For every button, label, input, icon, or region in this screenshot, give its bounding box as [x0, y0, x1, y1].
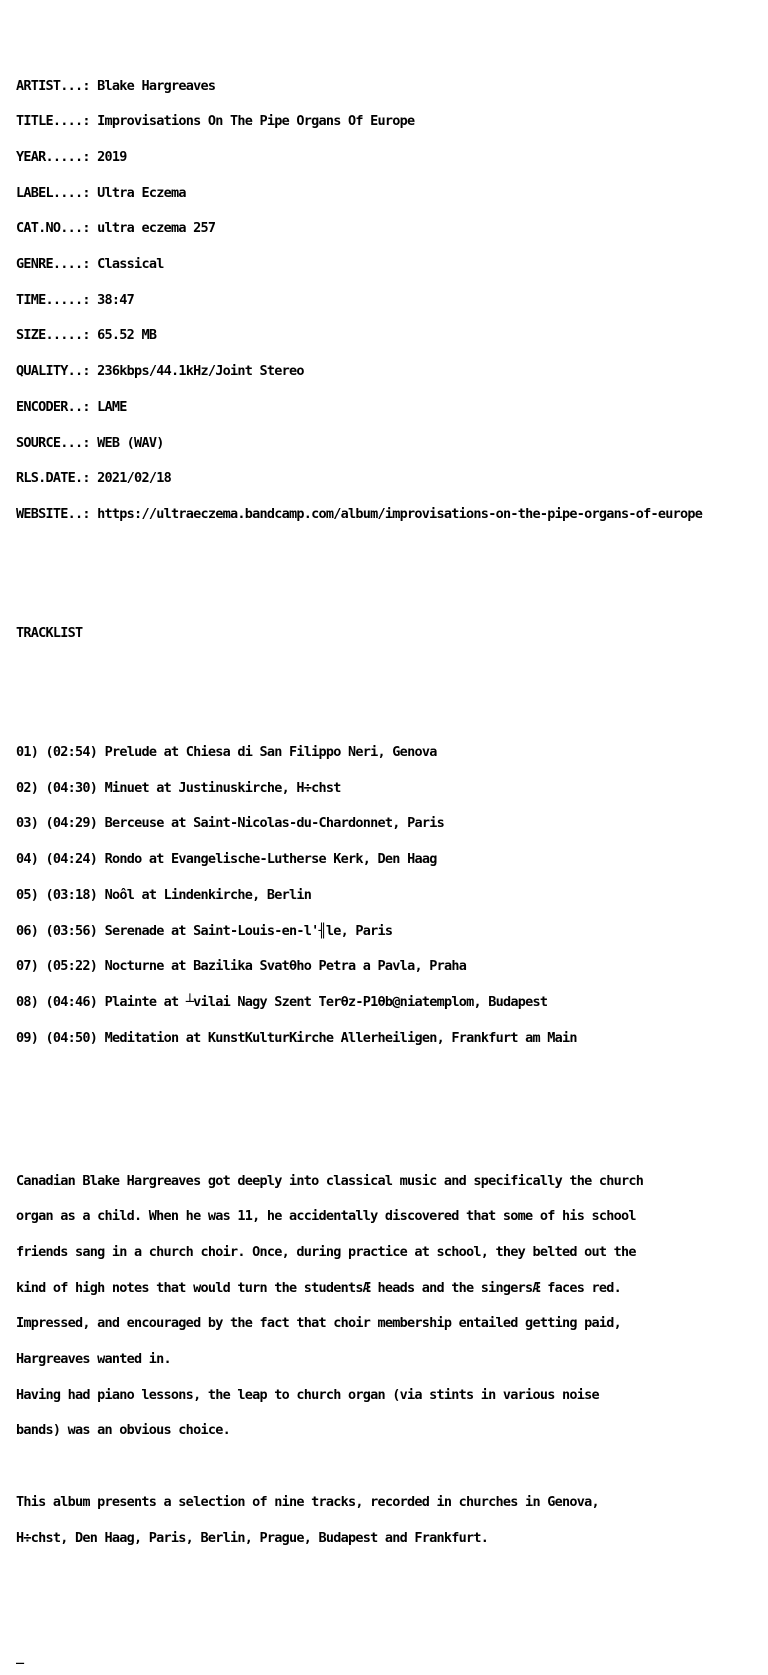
info-value: LAME	[97, 398, 127, 415]
info-label: ARTIST...:	[16, 77, 90, 94]
track-number: 03)	[16, 815, 39, 832]
info-label: GENRE....:	[16, 256, 90, 273]
track-title: Berceuse at Saint-Nicolas-du-Chardonnet, Paris	[104, 815, 444, 832]
track-row	[16, 993, 764, 1010]
tracklist	[16, 723, 764, 1068]
track-time: (04:30)	[45, 779, 98, 796]
description-line: organ as a child. When he was 11, he accidentally discovered that some of his school	[16, 1208, 636, 1225]
info-value: 65.52 MB	[97, 327, 157, 344]
info-line-quality	[16, 363, 764, 380]
track-time: (03:56)	[45, 922, 98, 939]
track-title: Serenade at Saint-Louis-en-l'╢le, Paris	[104, 922, 393, 939]
track-title: Rondo at Evangelische-Lutherse Kerk, Den Haag	[104, 851, 437, 868]
track-title: Prelude at Chiesa di San Filippo Neri, Genova	[104, 744, 437, 761]
info-label: SIZE.....:	[16, 327, 90, 344]
info-label: YEAR.....:	[16, 148, 90, 165]
track-time: (04:50)	[45, 1029, 98, 1046]
info-value: 236kbps/44.1kHz/Joint Stereo	[97, 363, 304, 380]
track-title: Minuet at Justinuskirche, H÷chst	[104, 779, 341, 796]
blank-line	[16, 676, 764, 688]
track-number: 02)	[16, 779, 39, 796]
track-time: (05:22)	[45, 958, 98, 975]
track-row	[16, 886, 764, 903]
info-value: 2021/02/18	[97, 470, 171, 487]
track-row	[16, 744, 764, 761]
info-label: CAT.NO...:	[16, 220, 90, 237]
info-line-title	[16, 113, 764, 130]
track-number: 05)	[16, 886, 39, 903]
text-cursor: _	[16, 1648, 24, 1665]
info-label: SOURCE...:	[16, 434, 90, 451]
track-row	[16, 922, 764, 939]
nfo-text-viewer	[16, 21, 764, 1675]
description-line: friends sang in a church choir. Once, during practice at school, they belted out the	[16, 1243, 636, 1260]
info-line-label	[16, 184, 764, 201]
track-row	[16, 851, 764, 868]
description-line: Impressed, and encouraged by the fact that choir membership entailed getting paid,	[16, 1315, 621, 1332]
track-row	[16, 1029, 764, 1046]
blank-line	[16, 1604, 764, 1616]
track-number: 08)	[16, 993, 39, 1010]
track-title: Plainte at ┴vilai Nagy Szent Terθz-P1θb@niatemplom, Budapest	[104, 993, 548, 1010]
info-value: Improvisations On The Pipe Organs Of Europe	[97, 113, 415, 130]
info-line-size	[16, 327, 764, 344]
release-info-block	[16, 57, 764, 545]
info-label: LABEL....:	[16, 184, 90, 201]
info-line-rlsdate	[16, 470, 764, 487]
info-value: WEB (WAV)	[97, 434, 164, 451]
info-label: TIME.....:	[16, 291, 90, 308]
description-line: H÷chst, Den Haag, Paris, Berlin, Prague, Budapest and Frankfurt.	[16, 1529, 489, 1546]
description-line: Having had piano lessons, the leap to church organ (via stints in various noise	[16, 1386, 599, 1403]
description-line	[16, 1461, 764, 1473]
info-line-time	[16, 291, 764, 308]
description-line: kind of high notes that would turn the studentsÆ heads and the singersÆ faces red.	[16, 1279, 621, 1296]
track-row	[16, 958, 764, 975]
description-line: bands) was an obvious choice.	[16, 1422, 230, 1439]
track-time: (04:46)	[45, 993, 98, 1010]
info-label: TITLE....:	[16, 113, 90, 130]
description-line: Canadian Blake Hargreaves got deeply into classical music and specifically the church	[16, 1172, 644, 1189]
info-line-encoder	[16, 398, 764, 415]
track-time: (04:29)	[45, 815, 98, 832]
blank-line	[16, 580, 764, 592]
tracklist-heading: TRACKLIST	[16, 625, 83, 641]
blank-line	[16, 1104, 764, 1116]
track-number: 04)	[16, 851, 39, 868]
track-number: 01)	[16, 744, 39, 761]
description-line: This album presents a selection of nine tracks, recorded in churches in Genova,	[16, 1493, 599, 1510]
info-line-website	[16, 505, 764, 522]
track-row	[16, 815, 764, 832]
info-label: ENCODER..:	[16, 398, 90, 415]
track-time: (02:54)	[45, 744, 98, 761]
info-line-artist	[16, 77, 764, 94]
track-title: Noôl at Lindenkirche, Berlin	[104, 886, 312, 903]
track-time: (04:24)	[45, 851, 98, 868]
info-value: ultra eczema 257	[97, 220, 216, 237]
track-number: 09)	[16, 1029, 39, 1046]
info-label: QUALITY..:	[16, 363, 90, 380]
info-value: Blake Hargreaves	[97, 77, 216, 94]
track-row	[16, 779, 764, 796]
info-label: RLS.DATE.:	[16, 470, 90, 487]
info-line-source	[16, 434, 764, 451]
info-line-year	[16, 148, 764, 165]
info-line-genre	[16, 256, 764, 273]
info-value: Classical	[97, 256, 164, 273]
track-time: (03:18)	[45, 886, 98, 903]
track-title: Meditation at KunstKulturKirche Allerheiligen, Frankfurt am Main	[104, 1029, 577, 1046]
track-number: 07)	[16, 958, 39, 975]
info-value: 38:47	[97, 291, 135, 308]
info-value: 2019	[97, 148, 127, 165]
website-link[interactable]: https://ultraeczema.bandcamp.com/album/improvisations-on-the-pipe-organs-of-europe	[97, 505, 703, 522]
description-line: Hargreaves wanted in.	[16, 1351, 171, 1368]
track-title: Nocturne at Bazilika Svatθho Petra a Pavla, Praha	[104, 958, 467, 975]
description-block	[16, 1152, 764, 1569]
info-label: WEBSITE..:	[16, 505, 90, 522]
info-value: Ultra Eczema	[97, 184, 186, 201]
info-line-catno	[16, 220, 764, 237]
track-number: 06)	[16, 922, 39, 939]
